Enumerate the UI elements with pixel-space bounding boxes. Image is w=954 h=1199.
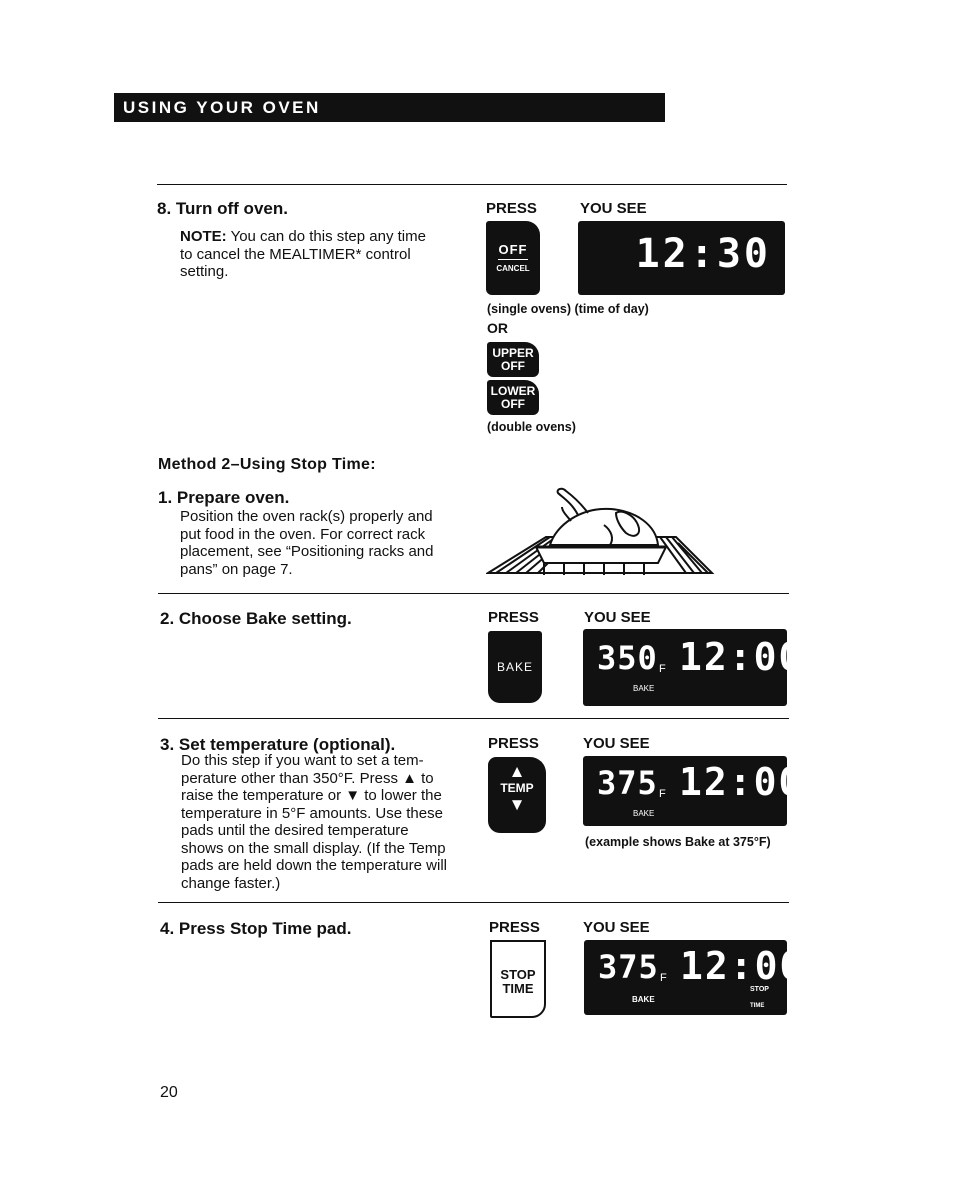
step-1-line: Position the oven rack(s) properly and [180,508,433,525]
mode-indicator: BAKE [632,995,655,1004]
time-readout: 12:00 [680,944,805,988]
bake-display [583,629,804,706]
step-3-line: change faster.) [181,874,281,892]
temp-readout: 350 [597,639,658,677]
note-label: NOTE: [180,228,227,245]
lower-off-pad[interactable] [487,380,539,415]
mode-indicator: BAKE [633,809,655,818]
step-3-text [181,752,481,892]
step-3-line: temperature in 5°F amounts. Use these [181,804,443,822]
time-label: TIME [502,981,534,996]
upper-off-pad[interactable] [487,342,539,377]
step-3-line: shows on the small display. (If the Temp [181,839,446,857]
single-ovens-caption: (single ovens) (time of day) [487,302,649,316]
step-1-line: placement, see “Positioning racks and [180,543,434,560]
press-label: PRESS [488,609,539,626]
time-readout: 12:00 [679,635,804,679]
cancel-label: CANCEL [496,264,530,273]
step-2-title: 2. Choose Bake setting. [160,609,352,628]
pad-separator [498,259,528,260]
temp-down-button[interactable]: ▼ [508,795,526,814]
bake-label: BAKE [496,660,533,674]
step-1-title: 1. Prepare oven. [158,488,290,507]
method-heading: Method 2–Using Stop Time: [158,456,376,473]
divider [158,593,789,594]
note-text: You can do this step any time [226,228,426,245]
stop-time-pad[interactable] [490,940,546,1018]
page-number: 20 [160,1084,178,1101]
note-line-2: to cancel the MEALTIMER* control [180,245,411,263]
bake-pad[interactable] [488,631,542,703]
step-4-title: 4. Press Stop Time pad. [160,919,352,938]
temp-display [583,756,804,826]
step-8-note [180,228,470,281]
upper-label: UPPER [492,346,534,360]
step-8-title: 8. Turn off oven. [157,199,288,218]
degree-unit: F [660,972,667,984]
mode-indicator: BAKE [633,684,655,693]
temp-up-button[interactable]: ▲ [508,762,526,781]
step-1-line: put food in the oven. For correct rack [180,525,426,543]
or-label: OR [487,320,508,336]
press-label: PRESS [486,200,537,217]
you-see-label: YOU SEE [580,200,647,217]
turkey-on-rack-illustration [486,485,716,580]
lower-label: LOWER [490,384,536,398]
note-line-3: setting. [180,263,229,280]
you-see-label: YOU SEE [583,735,650,752]
step-3-line: pads until the desired temperature [181,822,409,839]
time-readout: 12:30 [635,231,771,277]
time-readout: 12:00 [679,760,804,804]
step-1-text [180,508,470,578]
divider [157,184,787,185]
lower-off-label: OFF [501,397,525,411]
double-ovens-caption: (double ovens) [487,420,576,434]
step-3-line: pads are held down the temperature will [181,857,447,874]
temp-pad [488,757,546,833]
press-label: PRESS [489,919,540,936]
step-3-line: Do this step if you want to set a tem- [181,752,424,769]
section-banner: USING YOUR OVEN [114,93,665,122]
stop-time-indicator: TIME [750,1003,765,1009]
temp-example-caption: (example shows Bake at 375°F) [585,835,771,849]
stop-indicator: STOP [750,986,769,993]
upper-off-label: OFF [501,359,525,373]
off-label: OFF [498,242,528,257]
divider [158,902,789,903]
step-3-line: raise the temperature or ▼ to lower the [181,787,442,804]
time-display [578,221,785,295]
degree-unit: F [659,788,666,800]
temp-readout: 375 [597,764,658,802]
step-1-line: pans” on page 7. [180,560,293,578]
step-3-title: 3. Set temperature (optional). [160,735,396,754]
divider [158,718,789,719]
step-3-line: perature other than 350°F. Press ▲ to [181,769,434,787]
you-see-label: YOU SEE [584,609,651,626]
you-see-label: YOU SEE [583,919,650,936]
degree-unit: F [659,663,666,675]
press-label: PRESS [488,735,539,752]
temp-readout: 375 [598,948,659,986]
stop-label: STOP [500,967,536,982]
stop-time-display [584,940,805,1015]
off-cancel-pad[interactable] [486,221,540,295]
temp-label: TEMP [500,781,534,795]
